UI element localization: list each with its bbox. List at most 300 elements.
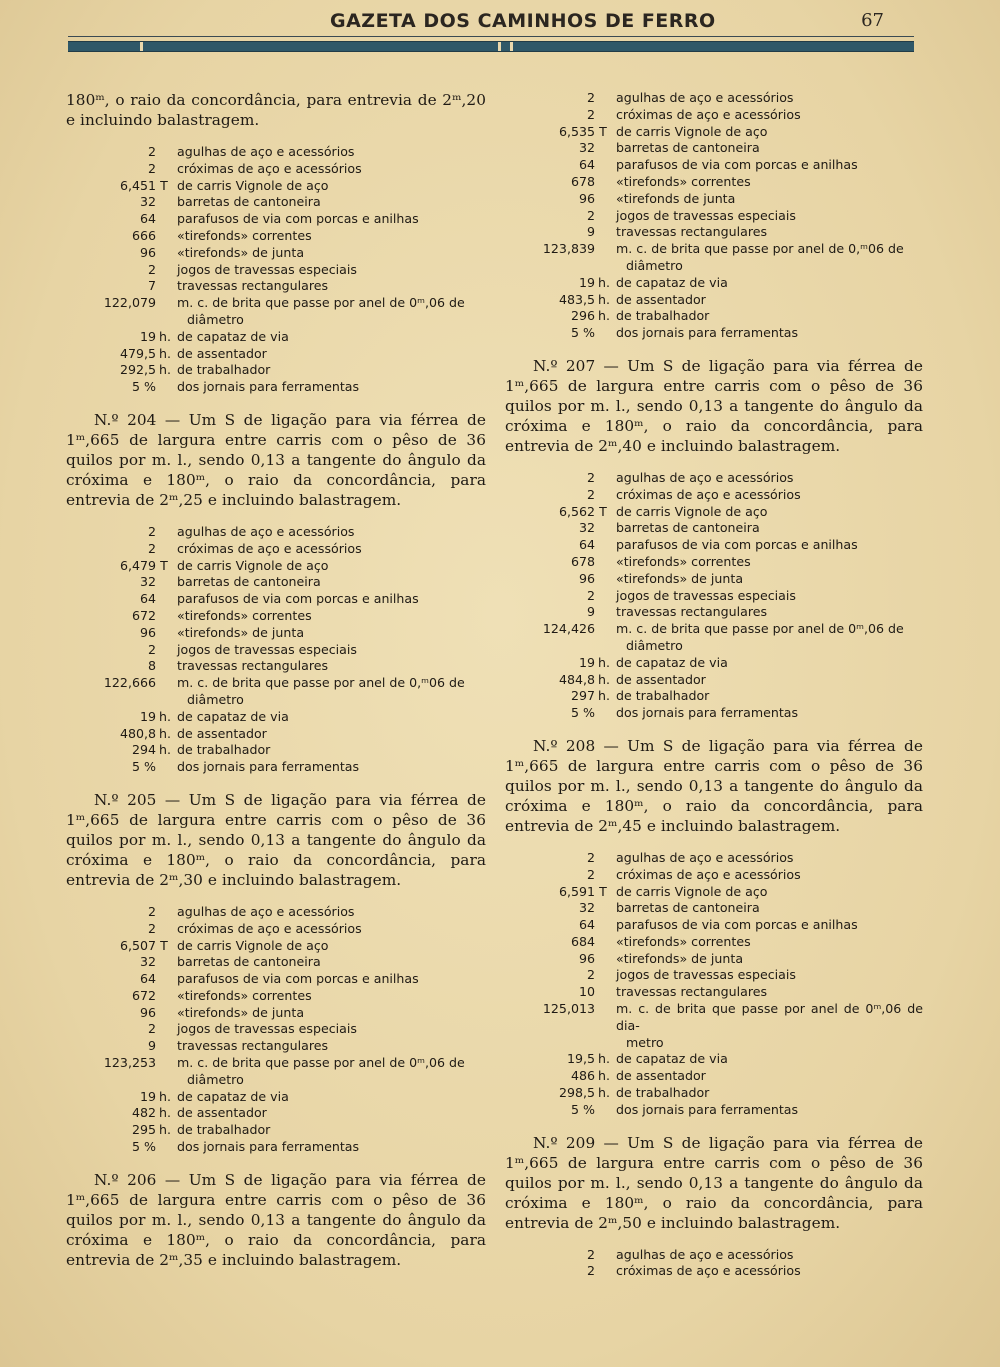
item-description: jogos de travessas especiais	[177, 261, 357, 277]
item-unit	[598, 174, 608, 191]
item-description: parafusos de via com porcas e anilhas	[177, 211, 419, 227]
item-unit	[159, 625, 169, 642]
item-unit	[598, 984, 608, 1001]
item-unit	[598, 1247, 608, 1264]
list-item	[66, 1122, 486, 1139]
item-unit	[598, 604, 608, 621]
list-item	[66, 709, 486, 726]
item-quantity: 297	[570, 688, 595, 704]
list-item	[66, 211, 486, 228]
list-item	[505, 917, 923, 934]
item-description: de trabalhador	[616, 308, 710, 324]
item-unit: T	[599, 503, 607, 519]
item-quantity: 19	[139, 1088, 156, 1104]
item-unit: h.	[598, 688, 610, 704]
item-description: de carris Vignole de aço	[616, 883, 768, 899]
item-quantity: 64	[578, 537, 595, 553]
item-quantity: 486	[570, 1068, 595, 1084]
list-item	[505, 140, 923, 157]
item-unit	[159, 1139, 169, 1156]
item-quantity: 5 %	[132, 1139, 156, 1155]
item-unit	[159, 144, 169, 161]
list-item	[505, 588, 923, 605]
item-unit: T	[160, 177, 168, 193]
list-item	[505, 884, 923, 901]
item-unit	[598, 917, 608, 934]
item-description: «tirefonds» de junta	[616, 950, 744, 966]
list-item	[66, 1055, 486, 1089]
item-unit: h.	[598, 291, 610, 307]
item-unit	[598, 951, 608, 968]
material-list-207	[505, 470, 923, 722]
list-item	[505, 554, 923, 571]
item-description: de trabalhador	[177, 742, 271, 758]
item-description: de assentador	[616, 291, 706, 307]
list-item	[66, 904, 486, 921]
list-item	[505, 224, 923, 241]
list-item	[505, 275, 923, 292]
item-quantity: 123,253	[103, 1055, 156, 1071]
item-unit	[159, 1038, 169, 1055]
item-quantity: 64	[578, 157, 595, 173]
list-item	[505, 191, 923, 208]
list-item	[505, 107, 923, 124]
item-unit	[159, 1055, 169, 1089]
list-item	[505, 705, 923, 722]
item-quantity: 96	[139, 1004, 156, 1020]
item-quantity: 5 %	[571, 705, 595, 721]
item-unit: h.	[598, 671, 610, 687]
item-description: «tirefonds» de junta	[177, 244, 305, 260]
item-unit	[598, 705, 608, 722]
list-item	[66, 1139, 486, 1156]
item-description: cróximas de aço e acessórios	[616, 106, 801, 122]
paragraph-206: N.º 206 — Um S de ligação para via férrea de 1ᵐ,665 de largura entre carris com o pêso de 36 quilos por m. l., sendo 0,13 a tangente do ângulo da cróxima e 180ᵐ, o raio da concordância, para entrevia de 2ᵐ,35 e incluindo balastragem.	[66, 1170, 486, 1269]
item-unit	[598, 1001, 608, 1051]
item-quantity: 9	[147, 1038, 156, 1054]
item-quantity: 480,8	[119, 725, 156, 741]
list-item	[505, 672, 923, 689]
list-item	[66, 144, 486, 161]
item-quantity: 122,666	[103, 675, 156, 691]
item-unit	[598, 537, 608, 554]
list-item	[66, 295, 486, 329]
item-description: de trabalhador	[616, 688, 710, 704]
item-description: «tirefonds de junta	[616, 190, 736, 206]
item-description: de trabalhador	[177, 362, 271, 378]
material-list-209	[505, 1247, 923, 1281]
list-item	[505, 470, 923, 487]
item-quantity: 19	[578, 274, 595, 290]
list-item	[505, 208, 923, 225]
list-item	[66, 278, 486, 295]
item-description: jogos de travessas especiais	[177, 641, 357, 657]
item-unit: h.	[159, 725, 171, 741]
item-quantity: 2	[586, 106, 595, 122]
header-thin-rule	[68, 36, 914, 37]
item-unit	[159, 211, 169, 228]
item-description: de capataz de via	[177, 708, 289, 724]
list-item	[505, 967, 923, 984]
item-unit: h.	[598, 654, 610, 670]
page-number: 67	[861, 10, 884, 31]
item-quantity: 2	[586, 90, 595, 105]
item-description: m. c. de brita que passe por anel de 0,ᵐ06 de diâmetro	[177, 675, 465, 707]
item-description: barretas de cantoneira	[616, 520, 760, 536]
list-item	[66, 1089, 486, 1106]
item-description: m. c. de brita que passe por anel de 0ᵐ,06 de dia- metro	[616, 1001, 923, 1050]
list-item	[66, 228, 486, 245]
item-unit	[598, 867, 608, 884]
item-unit: h.	[159, 1105, 171, 1121]
list-item	[505, 934, 923, 951]
item-unit: T	[160, 557, 168, 573]
list-item	[505, 688, 923, 705]
list-item	[66, 954, 486, 971]
paragraph-208: N.º 208 — Um S de ligação para via férrea de 1ᵐ,665 de largura entre carris com o pêso de 36 quilos por m. l., sendo 0,13 a tangente do ângulo da cróxima e 180ᵐ, o raio da concordância, para entrevia de 2ᵐ,45 e incluindo balastragem.	[505, 736, 923, 835]
item-description: travessas rectangulares	[177, 658, 329, 674]
list-item	[505, 157, 923, 174]
item-quantity: 2	[586, 967, 595, 983]
list-item	[66, 642, 486, 659]
item-unit	[598, 224, 608, 241]
item-quantity: 96	[578, 950, 595, 966]
list-item	[66, 988, 486, 1005]
list-item	[66, 1105, 486, 1122]
item-unit	[598, 850, 608, 867]
list-item	[505, 124, 923, 141]
item-unit	[598, 487, 608, 504]
item-quantity: 684	[570, 933, 595, 949]
item-unit	[159, 954, 169, 971]
item-description: agulhas de aço e acessórios	[177, 144, 355, 159]
item-quantity: 294	[131, 742, 156, 758]
item-quantity: 2	[147, 261, 156, 277]
item-quantity: 124,426	[542, 621, 595, 637]
item-unit	[159, 541, 169, 558]
list-item	[66, 161, 486, 178]
item-description: de trabalhador	[177, 1122, 271, 1138]
item-description: de carris Vignole de aço	[177, 937, 329, 953]
item-quantity: 19	[578, 654, 595, 670]
item-unit	[159, 591, 169, 608]
item-unit	[159, 379, 169, 396]
list-item	[505, 621, 923, 655]
item-unit	[159, 675, 169, 709]
item-unit	[159, 904, 169, 921]
item-description: agulhas de aço e acessórios	[177, 903, 355, 919]
item-description: de assentador	[177, 1105, 267, 1121]
item-description: travessas rectangulares	[616, 224, 768, 240]
list-item	[505, 900, 923, 917]
item-unit	[598, 241, 608, 275]
list-item	[66, 625, 486, 642]
item-description: de capataz de via	[177, 328, 289, 344]
list-item	[505, 487, 923, 504]
item-unit: h.	[598, 274, 610, 290]
item-unit	[159, 1005, 169, 1022]
list-item	[505, 867, 923, 884]
list-item	[66, 362, 486, 379]
item-quantity: 6,451	[119, 177, 156, 193]
item-description: barretas de cantoneira	[177, 194, 321, 210]
material-list-206	[505, 90, 923, 342]
item-quantity: 6,591	[558, 883, 595, 899]
item-unit: h.	[159, 708, 171, 724]
item-unit	[159, 262, 169, 279]
item-unit: h.	[159, 362, 171, 378]
item-unit: T	[599, 883, 607, 899]
item-quantity: 19	[139, 708, 156, 724]
list-item	[66, 1021, 486, 1038]
item-description: de assentador	[177, 725, 267, 741]
item-description: travessas rectangulares	[616, 984, 768, 1000]
item-unit	[159, 759, 169, 776]
item-description: «tirefonds» correntes	[177, 987, 312, 1003]
item-quantity: 2	[147, 903, 156, 919]
item-description: «tirefonds» de junta	[177, 624, 305, 640]
item-unit	[159, 278, 169, 295]
item-quantity: 2	[147, 540, 156, 556]
item-unit: h.	[159, 1122, 171, 1138]
item-unit: h.	[159, 1088, 171, 1104]
item-quantity: 64	[578, 917, 595, 933]
item-description: de capataz de via	[616, 274, 728, 290]
item-quantity: 2	[147, 144, 156, 159]
list-item	[505, 504, 923, 521]
item-description: de assentador	[177, 345, 267, 361]
item-unit	[159, 642, 169, 659]
item-quantity: 2	[586, 207, 595, 223]
item-quantity: 678	[570, 173, 595, 189]
item-quantity: 32	[578, 520, 595, 536]
item-quantity: 64	[139, 971, 156, 987]
item-quantity: 6,562	[558, 503, 595, 519]
list-item	[505, 850, 923, 867]
item-unit	[598, 1102, 608, 1119]
list-item	[66, 245, 486, 262]
item-quantity: 9	[586, 224, 595, 240]
item-unit	[598, 470, 608, 487]
item-quantity: 2	[586, 866, 595, 882]
item-unit: h.	[598, 1068, 610, 1084]
list-item	[505, 1085, 923, 1102]
item-quantity: 122,079	[103, 295, 156, 311]
item-unit	[598, 208, 608, 225]
paragraph-209: N.º 209 — Um S de ligação para via férrea de 1ᵐ,665 de largura entre carris com o pêso de 36 quilos por m. l., sendo 0,13 a tangente do ângulo da cróxima e 180ᵐ, o raio da concordância, para entrevia de 2ᵐ,50 e incluindo balastragem.	[505, 1133, 923, 1232]
item-quantity: 19	[139, 328, 156, 344]
item-description: m. c. de brita que passe por anel de 0,ᵐ06 de diâmetro	[616, 241, 904, 273]
item-description: agulhas de aço e acessórios	[177, 523, 355, 539]
item-quantity: 484,8	[558, 671, 595, 687]
item-description: cróximas de aço e acessórios	[177, 540, 362, 556]
item-description: parafusos de via com porcas e anilhas	[616, 917, 858, 933]
material-list-208	[505, 850, 923, 1119]
item-quantity: 32	[139, 574, 156, 590]
list-item	[66, 346, 486, 363]
item-description: de capataz de via	[616, 654, 728, 670]
list-item	[66, 524, 486, 541]
item-unit	[159, 608, 169, 625]
item-quantity: 2	[586, 469, 595, 485]
item-description: cróximas de aço e acessórios	[616, 1263, 801, 1279]
item-quantity: 32	[578, 900, 595, 916]
item-quantity: 2	[586, 486, 595, 502]
item-description: jogos de travessas especiais	[616, 587, 796, 603]
item-description: «tirefonds» de junta	[177, 1004, 305, 1020]
material-list-204	[66, 524, 486, 776]
item-quantity: 7	[147, 278, 156, 294]
item-quantity: 5 %	[132, 759, 156, 775]
item-unit	[598, 107, 608, 124]
item-unit	[159, 245, 169, 262]
right-column	[505, 90, 923, 1294]
list-item	[66, 759, 486, 776]
item-description: dos jornais para ferramentas	[177, 1139, 360, 1155]
item-description: «tirefonds» de junta	[616, 570, 744, 586]
item-unit	[598, 588, 608, 605]
item-quantity: 96	[578, 190, 595, 206]
item-description: dos jornais para ferramentas	[616, 1101, 799, 1117]
list-item	[66, 329, 486, 346]
item-description: cróximas de aço e acessórios	[177, 160, 362, 176]
item-description: de trabalhador	[616, 1085, 710, 1101]
item-description: «tirefonds» correntes	[177, 227, 312, 243]
item-unit	[159, 921, 169, 938]
item-quantity: 678	[570, 553, 595, 569]
list-item	[505, 292, 923, 309]
list-item	[66, 1005, 486, 1022]
paragraph-204: N.º 204 — Um S de ligação para via férrea de 1ᵐ,665 de largura entre carris com o pêso de 36 quilos por m. l., sendo 0,13 a tangente do ângulo da cróxima e 180ᵐ, o raio da concordância, para entrevia de 2ᵐ,25 e incluindo balastragem.	[66, 410, 486, 509]
item-unit: h.	[159, 742, 171, 758]
item-quantity: 6,535	[558, 123, 595, 139]
item-quantity: 672	[131, 987, 156, 1003]
item-description: parafusos de via com porcas e anilhas	[616, 157, 858, 173]
item-unit	[159, 194, 169, 211]
item-description: jogos de travessas especiais	[616, 207, 796, 223]
item-description: cróximas de aço e acessórios	[177, 920, 362, 936]
list-item	[505, 90, 923, 107]
list-item	[505, 1051, 923, 1068]
item-quantity: 482	[131, 1105, 156, 1121]
item-description: de assentador	[616, 1068, 706, 1084]
item-quantity: 125,013	[542, 1001, 595, 1017]
item-description: de capataz de via	[616, 1051, 728, 1067]
item-description: jogos de travessas especiais	[616, 967, 796, 983]
item-quantity: 296	[570, 308, 595, 324]
item-quantity: 2	[586, 587, 595, 603]
item-unit	[159, 574, 169, 591]
material-list-205	[66, 904, 486, 1156]
item-description: «tirefonds» correntes	[616, 173, 751, 189]
list-item	[66, 608, 486, 625]
item-quantity: 2	[586, 1263, 595, 1279]
item-unit	[159, 988, 169, 1005]
item-quantity: 10	[578, 984, 595, 1000]
item-quantity: 32	[139, 194, 156, 210]
list-item	[505, 604, 923, 621]
item-quantity: 96	[139, 624, 156, 640]
item-quantity: 96	[578, 570, 595, 586]
item-unit	[598, 191, 608, 208]
list-item	[66, 574, 486, 591]
left-column	[66, 90, 486, 1270]
item-quantity: 64	[139, 211, 156, 227]
list-item	[66, 675, 486, 709]
header-thick-rule	[68, 41, 914, 52]
item-description: travessas rectangulares	[616, 604, 768, 620]
item-quantity: 5 %	[571, 1101, 595, 1117]
list-item	[66, 938, 486, 955]
item-quantity: 479,5	[119, 345, 156, 361]
item-unit	[159, 524, 169, 541]
list-item	[66, 971, 486, 988]
item-description: agulhas de aço e acessórios	[616, 1246, 794, 1262]
item-quantity: 483,5	[558, 291, 595, 307]
list-item	[505, 520, 923, 537]
list-item	[505, 1263, 923, 1280]
item-quantity: 666	[131, 227, 156, 243]
item-quantity: 6,507	[119, 937, 156, 953]
item-description: «tirefonds» correntes	[616, 553, 751, 569]
item-description: barretas de cantoneira	[616, 140, 760, 156]
item-quantity: 2	[147, 1021, 156, 1037]
list-item	[505, 325, 923, 342]
item-unit	[159, 295, 169, 329]
list-item	[66, 658, 486, 675]
item-unit: T	[599, 123, 607, 139]
item-unit: h.	[598, 1051, 610, 1067]
item-description: agulhas de aço e acessórios	[616, 849, 794, 865]
item-description: travessas rectangulares	[177, 1038, 329, 1054]
list-item	[505, 1001, 923, 1051]
list-item	[66, 591, 486, 608]
item-unit	[598, 157, 608, 174]
item-description: dos jornais para ferramentas	[177, 759, 360, 775]
list-item	[66, 379, 486, 396]
item-quantity: 298,5	[558, 1085, 595, 1101]
item-unit	[598, 325, 608, 342]
item-quantity: 292,5	[119, 362, 156, 378]
list-item	[505, 951, 923, 968]
item-unit	[598, 520, 608, 537]
item-quantity: 2	[147, 523, 156, 539]
item-description: de carris Vignole de aço	[177, 177, 329, 193]
item-description: cróximas de aço e acessórios	[616, 486, 801, 502]
list-item	[505, 241, 923, 275]
list-item	[66, 262, 486, 279]
item-quantity: 2	[147, 920, 156, 936]
list-item	[66, 178, 486, 195]
item-quantity: 2	[147, 641, 156, 657]
item-description: «tirefonds» correntes	[616, 933, 751, 949]
item-description: dos jornais para ferramentas	[616, 325, 799, 341]
item-unit	[159, 971, 169, 988]
item-unit	[159, 161, 169, 178]
item-unit: h.	[159, 328, 171, 344]
item-quantity: 672	[131, 607, 156, 623]
item-quantity: 2	[586, 849, 595, 865]
item-description: barretas de cantoneira	[177, 954, 321, 970]
item-description: jogos de travessas especiais	[177, 1021, 357, 1037]
list-item	[505, 655, 923, 672]
item-quantity: 2	[586, 1246, 595, 1262]
list-item	[505, 308, 923, 325]
list-item	[505, 537, 923, 554]
paragraph-207: N.º 207 — Um S de ligação para via férrea de 1ᵐ,665 de largura entre carris com o pêso de 36 quilos por m. l., sendo 0,13 a tangente do ângulo da cróxima e 180ᵐ, o raio da concordância, para entrevia de 2ᵐ,40 e incluindo balastragem.	[505, 356, 923, 455]
list-item	[66, 742, 486, 759]
list-item	[66, 1038, 486, 1055]
